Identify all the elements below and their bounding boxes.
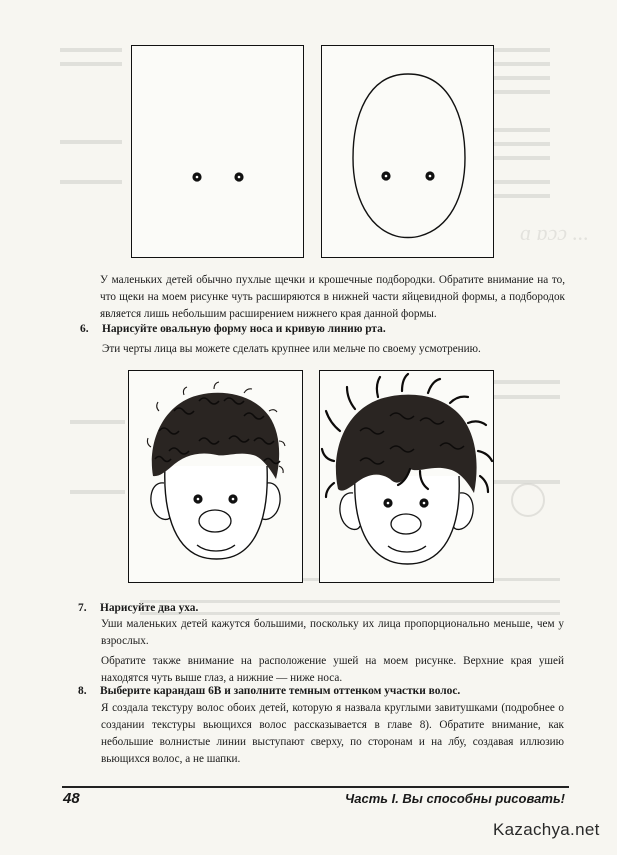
step-8-title: Выберите карандаш 6В и заполните темным оттенком участки волос. <box>100 685 461 697</box>
step-7-title: Нарисуйте два уха. <box>100 602 199 614</box>
chapter-title: Часть I. Вы способны рисовать! <box>345 791 565 806</box>
step-6-title: Нарисуйте овальную форму носа и кривую линию рта. <box>102 323 386 335</box>
caption-cheeks: У маленьких детей обычно пухлые щечки и крошечные подбородки. Обратите внимание на то, что щеки на моем рисунке чуть расширяются в нижней части яйцевидной формы, а подбородок является лишь небольшим расширением нижнего края данной формы. <box>100 274 565 320</box>
illustration-frame-head-shape <box>321 45 494 258</box>
footer-rule <box>62 786 569 788</box>
step-6-number: 6. <box>80 323 89 335</box>
eyes-drawing <box>132 46 304 258</box>
step-8-number: 8. <box>78 685 87 697</box>
illustration-frame-eyes <box>131 45 304 258</box>
svg-text:ɑ ɒɔɔ ...: ɑ ɒɔɔ ... <box>520 220 590 245</box>
step-8-text: Я создала текстуру волос обоих детей, которую я назвала круглыми завитушками (подробнее о создании текстуры вьющихся волос рассказывается в главе 8). Обратите внимание, как небольшие волнистые линии выступают сверху, по сторонам и на лбу, создавая иллюзию вьющихся волос, а не шапки. <box>101 702 564 765</box>
illustration-frame-child-short-hair <box>128 370 303 583</box>
step-6-heading <box>80 321 565 338</box>
step-7-text-1: Уши маленьких детей кажутся большими, поскольку их лица пропорционально меньше, чем у взрослых. <box>101 618 564 647</box>
step-6-text: Эти черты лица вы можете сделать крупнее или мельче по своему усмотрению. <box>102 343 481 355</box>
child-long-hair-drawing <box>320 371 494 583</box>
step-7-text-2: Обратите также внимание на расположение ушей на моем рисунке. Верхние края ушей находятся чуть выше глаз, а нижние — ниже носа. <box>101 655 564 684</box>
illustration-frame-child-long-hair <box>319 370 494 583</box>
step-7-heading <box>78 600 563 617</box>
step-7-number: 7. <box>78 602 87 614</box>
head-shape-drawing <box>322 46 494 258</box>
step-8-heading <box>78 683 565 700</box>
watermark: Kazachya.net <box>493 820 600 839</box>
child-short-hair-drawing <box>129 371 303 583</box>
page-number: 48 <box>63 790 80 807</box>
